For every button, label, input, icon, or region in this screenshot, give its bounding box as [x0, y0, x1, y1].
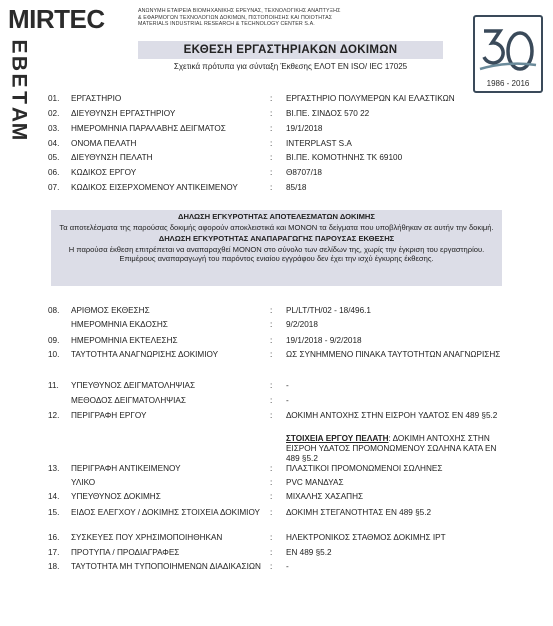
validity-title-reproduction: ΔΗΛΩΣΗ ΕΓΚΥΡΟΤΗΤΑΣ ΑΝΑΠΑΡΑΓΩΓΗΣ ΠΑΡΟΥΣΑΣ ΕΚΘΕΣΗΣ [158, 234, 395, 244]
field-label: ΗΜΕΡΟΜΗΝΙΑ ΠΑΡΑΛΑΒΗΣ ΔΕΙΓΜΑΤΟΣ [71, 124, 226, 133]
field-number: 05. [48, 153, 60, 162]
field-value: 19/1/2018 - 9/2/2018 [286, 336, 362, 345]
field-label: ΠΕΡΙΓΡΑΦΗ ΕΡΓΟΥ [71, 411, 147, 420]
field-label: ΚΩΔΙΚΟΣ ΕΙΣΕΡΧΟΜΕΝΟΥ ΑΝΤΙΚΕΙΜΕΝΟΥ [71, 183, 238, 192]
report-subtitle: Σχετικά πρότυπα για σύνταξη Έκθεσης ΕΛΟΤ ΕΝ ISO/ IEC 17025 [173, 62, 408, 71]
badge-years: 1986 - 2016 [486, 79, 530, 88]
client-project-label: ΣΤΟΙΧΕΙΑ ΕΡΓΟΥ ΠΕΛΑΤΗ [286, 434, 389, 443]
org-line: MATERIALS INDUSTRIAL RESEARCH & TECHNOLOGY CENTER S.A. [138, 21, 315, 28]
field-value: 19/1/2018 [286, 124, 323, 133]
field-value: ΔΟΚΙΜΗ ΑΝΤΟΧΗΣ ΣΤΗΝ ΕΙΣΡΟΗ ΥΔΑΤΟΣ EN 489 §5.2 [286, 411, 498, 420]
field-value: ΗΛΕΚΤΡΟΝΙΚΟΣ ΣΤΑΘΜΟΣ ΔΟΚΙΜΗΣ IPT [286, 533, 446, 542]
field-colon: : [270, 94, 273, 103]
field-label: ΚΩΔΙΚΟΣ ΕΡΓΟΥ [71, 168, 137, 177]
field-label: ΑΡΙΘΜΟΣ ΕΚΘΕΣΗΣ [71, 306, 150, 315]
field-value: PL/LT/TH/02 - 18/496.1 [286, 306, 371, 315]
field-label: ΕΡΓΑΣΤΗΡΙΟ [71, 94, 122, 103]
field-number: 16. [48, 533, 60, 542]
validity-statement [51, 210, 502, 286]
field-label: ΕΙΔΟΣ ΕΛΕΓΧΟΥ / ΔΟΚΙΜΗΣ ΣΤΟΙΧΕΙΑ ΔΟΚΙΜΙΟΥ [71, 508, 261, 517]
field-colon: : [270, 381, 273, 390]
field-number: 09. [48, 336, 60, 345]
org-line: ΑΝΩΝΥΜΗ ΕΤΑΙΡΕΙΑ ΒΙΟΜΗΧΑΝΙΚΗΣ ΕΡΕΥΝΑΣ, ΤΕΧΝΟΛΟΓΙΚΗΣ ΑΝΑΠΤΥΞΗΣ [138, 8, 341, 14]
logo-letter: E [7, 73, 31, 88]
field-number: 08. [48, 306, 60, 315]
field-colon: : [270, 548, 273, 557]
field-value: ΩΣ ΣΥΝΗΜΜΕΝΟ ΠΙΝΑΚΑ ΤΑΥΤΟΤΗΤΩΝ ΑΝΑΓΝΩΡΙΣΗΣ [286, 350, 501, 359]
logo-letter: E [7, 39, 31, 54]
field-label: ΤΑΥΤΟΤΗΤΑ ΜΗ ΤΥΠΟΠΟΙΗΜΕΝΩΝ ΔΙΑΔΙΚΑΣΙΩΝ [71, 562, 261, 571]
field-number: 17. [48, 548, 60, 557]
field-label: ΤΑΥΤΟΤΗΤΑ ΑΝΑΓΝΩΡΙΣΗΣ ΔΟΚΙΜΙΟΥ [71, 350, 219, 359]
report-title: ΕΚΘΕΣΗ ΕΡΓΑΣΤΗΡΙΑΚΩΝ ΔΟΚΙΜΩΝ [138, 41, 443, 59]
field-number: 04. [48, 139, 60, 148]
field-colon: : [270, 396, 273, 405]
mirtec-logo [8, 4, 105, 34]
field-colon: : [270, 109, 273, 118]
field-colon: : [270, 320, 273, 329]
field-label: ΥΛΙΚΟ [71, 478, 96, 487]
field-value: INTERPLAST S.A [286, 139, 352, 148]
field-number: 06. [48, 168, 60, 177]
field-number: 01. [48, 94, 60, 103]
field-colon: : [270, 562, 273, 571]
field-value: 85/18 [286, 183, 307, 192]
field-label: ΥΠΕΥΘΥΝΟΣ ΔΟΚΙΜΗΣ [71, 492, 161, 501]
field-value: ΜΙΧΑΛΗΣ ΧΑΣΑΠΗΣ [286, 492, 364, 501]
field-value: ΔΟΚΙΜΗ ΣΤΕΓΑΝΟΤΗΤΑΣ ΕΝ 489 §5.2 [286, 508, 432, 517]
field-label: ΠΡΟΤΥΠΑ / ΠΡΟΔΙΑΓΡΑΦΕΣ [71, 548, 180, 557]
field-label: ΟΝΟΜΑ ΠΕΛΑΤΗ [71, 139, 137, 148]
field-colon: : [270, 124, 273, 133]
logo-wordmark: MIRTEC [8, 4, 105, 34]
field-colon: : [270, 478, 273, 487]
field-value: - [286, 381, 289, 390]
field-value: ΕΝ 489 §5.2 [286, 548, 332, 557]
field-value: Θ8707/18 [286, 168, 322, 177]
field-colon: : [270, 336, 273, 345]
logo-letter: M [7, 122, 31, 141]
field-colon: : [270, 168, 273, 177]
validity-text-reproduction: Η παρούσα έκθεση επιτρέπεται να αναπαραχθεί ΜΟΝΟΝ στο σύνολο των σελίδων της, χωρίς την έγκριση του εργαστηρίου. Επιμέρους αναπαραγωγή του παρόντος ενιαίου εγγράφου δεν έχει την ισχύ έγκυρης έκθεσης. [68, 244, 485, 264]
field-value: - [286, 396, 289, 405]
organization-name [138, 8, 388, 28]
field-value: ΠΛΑΣΤΙΚΟΙ ΠΡΟΜΟΝΩΜΕΝΟΙ ΣΩΛΗΝΕΣ [286, 464, 443, 473]
field-colon: : [270, 139, 273, 148]
field-label: ΥΠΕΥΘΥΝΟΣ ΔΕΙΓΜΑΤΟΛΗΨΙΑΣ [71, 381, 196, 390]
field-label: ΗΜΕΡΟΜΗΝΙΑ ΕΚΔΟΣΗΣ [71, 320, 168, 329]
validity-title-results: ΔΗΛΩΣΗ ΕΓΚΥΡΟΤΗΤΑΣ ΑΠΟΤΕΛΕΣΜΑΤΩΝ ΔΟΚΙΜΗΣ [178, 212, 375, 221]
field-value: 9/2/2018 [286, 320, 318, 329]
field-colon: : [270, 508, 273, 517]
field-number: 18. [48, 562, 60, 571]
field-number: 14. [48, 492, 60, 501]
field-number: 12. [48, 411, 60, 420]
field-value: ΕΡΓΑΣΤΗΡΙΟ ΠΟΛΥΜΕΡΩΝ ΚΑΙ ΕΛΑΣΤΙΚΩΝ [286, 94, 455, 103]
field-colon: : [270, 411, 273, 420]
field-colon: : [270, 350, 273, 359]
field-value: ΒΙ.ΠΕ. ΣΙΝΔΟΣ 570 22 [286, 109, 370, 118]
field-label: ΜΕΘΟΔΟΣ ΔΕΙΓΜΑΤΟΛΗΨΙΑΣ [71, 396, 186, 405]
field-label: ΗΜΕΡΟΜΗΝΙΑ ΕΚΤΕΛΕΣΗΣ [71, 336, 178, 345]
field-colon: : [270, 533, 273, 542]
anniversary-badge [473, 15, 543, 93]
field-label: ΔΙΕΥΘΥΝΣΗ ΠΕΛΑΤΗ [71, 153, 153, 162]
field-number: 07. [48, 183, 60, 192]
thirty-years-icon [478, 25, 538, 79]
client-project-value: : ΔΟΚΙΜΗ ΑΝΤΟΧΗΣ ΣΤΗΝ ΕΙΣΡΟΗ ΥΔΑΤΟΣ ΠΡΟΜΟΝΩΜΕΝΟΥ ΣΩΛΗΝΑ ΚΑΤΑ ΕΝ 489 §5.2 [286, 434, 497, 463]
logo-letter: A [7, 106, 31, 123]
field-colon: : [270, 464, 273, 473]
field-colon: : [270, 492, 273, 501]
validity-text-results: Τα αποτελέσματα της παρούσας δοκιμής αφορούν αποκλειστικά και ΜΟΝΟΝ τα δείγματα που υποβλήθηκαν σε αυτήν την δοκιμή. [59, 222, 494, 232]
field-colon: : [270, 306, 273, 315]
logo-letter: B [7, 55, 31, 72]
field-value: ΒΙ.ΠΕ. ΚΟΜΟΤΗΝΗΣ ΤΚ 69100 [286, 153, 403, 162]
field-number: 03. [48, 124, 60, 133]
logo-letter: T [7, 91, 31, 104]
field-colon: : [270, 183, 273, 192]
field-number: 10. [48, 350, 60, 359]
field-colon: : [270, 153, 273, 162]
field-number: 13. [48, 464, 60, 473]
field-label: ΣΥΣΚΕΥΕΣ ΠΟΥ ΧΡΗΣΙΜΟΠΟΙΗΘΗΚΑΝ [71, 533, 223, 542]
field-value [286, 434, 511, 464]
field-value: PVC ΜΑΝΔΥΑΣ [286, 478, 344, 487]
ebetam-logo [8, 38, 30, 140]
field-label: ΠΕΡΙΓΡΑΦΗ ΑΝΤΙΚΕΙΜΕΝΟΥ [71, 464, 181, 473]
field-number: 02. [48, 109, 60, 118]
field-number: 15. [48, 508, 60, 517]
field-label: ΔΙΕΥΘΥΝΣΗ ΕΡΓΑΣΤΗΡΙΟΥ [71, 109, 176, 118]
field-value: - [286, 562, 289, 571]
field-number: 11. [48, 381, 59, 390]
org-line: & ΕΦΑΡΜΟΓΩΝ ΤΕΧΝΟΛΟΓΙΩΝ ΔΟΚΙΜΩΝ, ΠΙΣΤΟΠΟΙΗΣΗΣ ΚΑΙ ΠΟΙΟΤΗΤΑΣ [138, 14, 333, 21]
